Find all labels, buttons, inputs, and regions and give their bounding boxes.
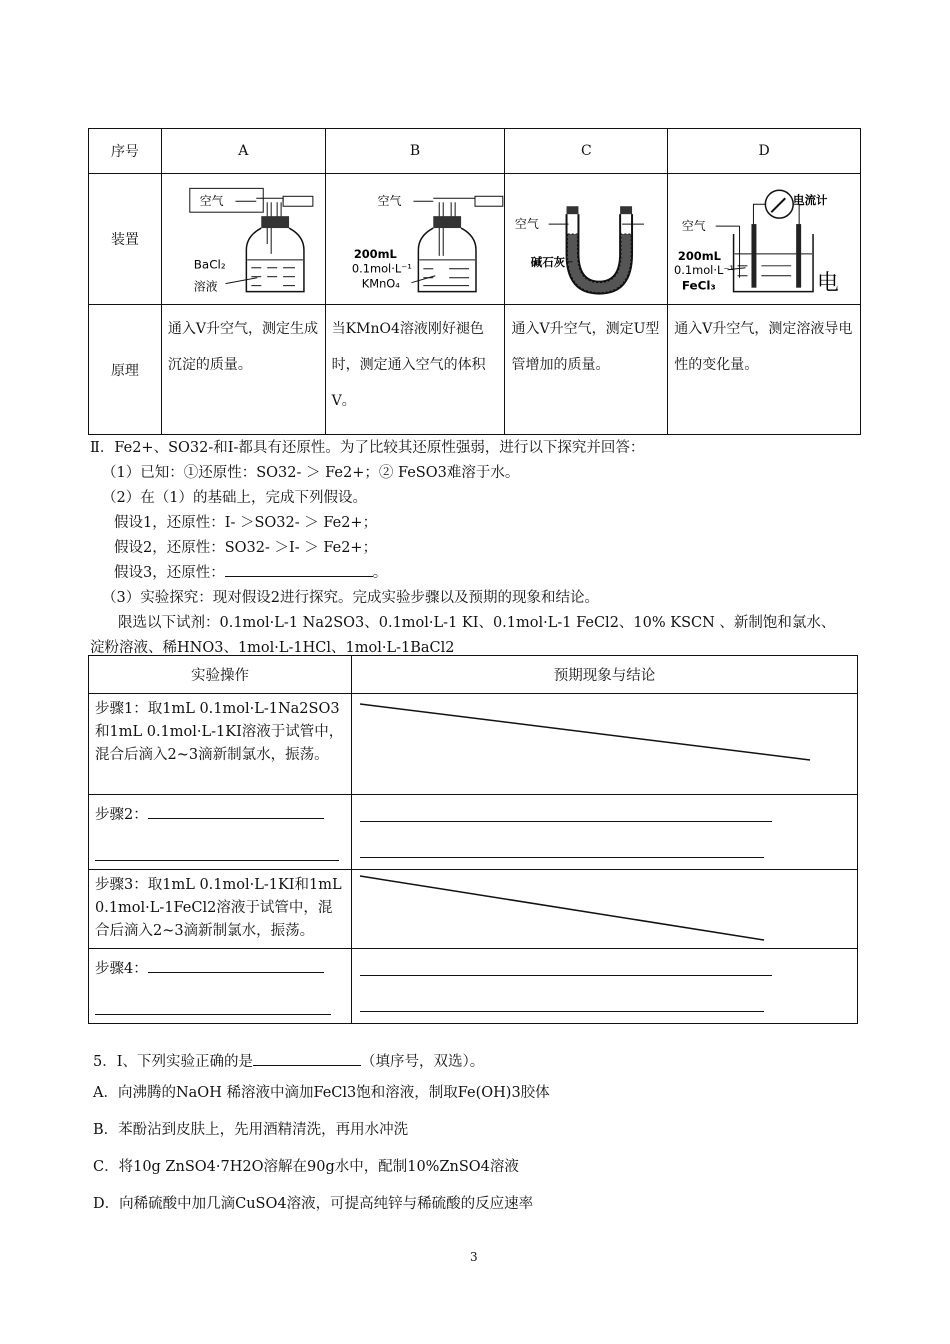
hypothesis-3-suffix: 。: [372, 565, 388, 581]
reagents-line-1: 限选以下试剂：0.1mol·L-1 Na2SO3、0.1mol·L-1 KI、0.1mol·L-1 FeCl2、10% KSCN 、新制饱和氯水、: [118, 615, 836, 631]
svg-text:FeCl₃: FeCl₃: [682, 278, 716, 293]
step-1-result: [352, 694, 858, 795]
step-4-result-blank-2[interactable]: [360, 997, 764, 1012]
step-4-result: [352, 949, 858, 1024]
step-2-result: [352, 795, 858, 870]
header-result: 预期现象与结论: [352, 656, 858, 694]
row-principle-label: 原理: [89, 305, 162, 435]
gas-bottle-bacl2-diagram: [162, 174, 325, 300]
header-label: 序号: [89, 129, 162, 174]
step-2-blank-2[interactable]: [95, 846, 339, 861]
hypothesis-3: [114, 561, 387, 582]
question-2: （2）在（1）的基础上，完成下列假设。: [102, 490, 367, 506]
gas-bottle-kmno4-diagram: [326, 174, 505, 300]
step-2-blank-1[interactable]: [148, 804, 324, 819]
option-a: A．向沸腾的NaOH 稀溶液中滴加FeCl3饱和溶液，制取Fe(OH)3胶体: [93, 1085, 550, 1101]
step-1-operation: 步骤1：取1mL 0.1mol·L-1Na2SO3和1mL 0.1mol·L-1KI溶液于试管中，混合后滴入2~3滴新制氯水，振荡。: [89, 694, 352, 795]
option-b: B．苯酚沾到皮肤上，先用酒精清洗，再用水冲洗: [93, 1122, 409, 1138]
step-3-result: [352, 870, 858, 949]
question-5-suffix: （填序号，双选）。: [360, 1054, 485, 1070]
step-2-label: 步骤2：: [95, 807, 148, 823]
u-tube-soda-lime-diagram: [505, 174, 667, 300]
principle-c: 通入V升空气，测定U型管增加的质量。: [505, 305, 668, 435]
svg-text:碱石灰: 碱石灰: [531, 254, 566, 269]
step-4-operation: [89, 949, 352, 1024]
page-number: 3: [470, 1250, 478, 1264]
question-5-prefix: 5．Ⅰ、下列实验正确的是: [93, 1054, 253, 1070]
hypothesis-1: 假设1，还原性：I- ＞SO32- ＞ Fe2+；: [114, 515, 378, 531]
option-d: D．向稀硫酸中加几滴CuSO4溶液，可提高纯锌与稀硫酸的反应速率: [93, 1196, 534, 1212]
svg-text:空气: 空气: [515, 217, 540, 232]
step-1-diagonal: [352, 694, 857, 794]
step-4-result-blank-1[interactable]: [360, 961, 772, 976]
question-5-stem: [93, 1050, 484, 1071]
svg-text:200mL: 200mL: [353, 246, 397, 261]
svg-text:空气: 空气: [682, 219, 706, 234]
svg-text:200mL: 200mL: [678, 248, 722, 263]
question-3: （3）实验探究：现对假设2进行探究。完成实验步骤以及预期的现象和结论。: [102, 590, 599, 606]
experiment-table: [88, 655, 858, 1024]
svg-text:BaCl₂: BaCl₂: [193, 257, 226, 272]
apparatus-c: [505, 174, 668, 305]
svg-text:电: 电: [817, 270, 840, 296]
svg-text:电流计: 电流计: [793, 193, 828, 208]
apparatus-a: [161, 174, 325, 305]
principle-d: 通入V升空气，测定溶液导电性的变化量。: [668, 305, 861, 435]
step-4-blank-1[interactable]: [148, 958, 324, 973]
conductivity-cell-diagram: [668, 174, 860, 300]
step-2-result-blank-1[interactable]: [360, 807, 772, 822]
step-3-operation: 步骤3：取1mL 0.1mol·L-1KI和1mL 0.1mol·L-1FeCl2溶液于试管中，混合后滴入2~3滴新制氯水，振荡。: [89, 870, 352, 949]
hypothesis-2: 假设2，还原性：SO32- ＞I- ＞ Fe2+；: [114, 540, 378, 556]
reagents-line-2: 淀粉溶液、稀HNO3、1mol·L-1HCl、1mol·L-1BaCl2: [90, 640, 455, 656]
apparatus-b: [325, 174, 505, 305]
principle-a: 通入V升空气，测定生成沉淀的质量。: [161, 305, 325, 435]
step-2-operation: [89, 795, 352, 870]
svg-text:KMnO₄: KMnO₄: [361, 276, 400, 291]
apparatus-d: [668, 174, 861, 305]
svg-text:空气: 空气: [377, 194, 402, 209]
header-c: C: [505, 129, 668, 174]
apparatus-table: [88, 128, 861, 435]
svg-text:溶液: 溶液: [193, 279, 218, 294]
step-3-diagonal: [352, 870, 857, 948]
known-condition: （1）已知：①还原性：SO32- ＞ Fe2+；② FeSO3难溶于水。: [102, 465, 520, 481]
step-4-label: 步骤4：: [95, 961, 148, 977]
header-d: D: [668, 129, 861, 174]
svg-text:0.1mol·L⁻¹: 0.1mol·L⁻¹: [674, 262, 735, 277]
hypothesis-3-prefix: 假设3，还原性：: [114, 565, 225, 581]
principle-b: 当KMnO4溶液刚好褪色时，测定通入空气的体积V。: [325, 305, 505, 435]
step-4-blank-2[interactable]: [95, 1000, 331, 1015]
step-2-result-blank-2[interactable]: [360, 843, 764, 858]
svg-text:0.1mol·L⁻¹: 0.1mol·L⁻¹: [351, 261, 412, 276]
option-c: C．将10g ZnSO4·7H2O溶解在90g水中，配制10%ZnSO4溶液: [93, 1159, 519, 1175]
header-operation: 实验操作: [89, 656, 352, 694]
hypothesis-3-blank[interactable]: [225, 562, 373, 577]
header-a: A: [161, 129, 325, 174]
question-5-answer-blank[interactable]: [253, 1051, 361, 1066]
section2-intro: Ⅱ．Fe2+、SO32-和I-都具有还原性。为了比较其还原性强弱，进行以下探究并回答：: [90, 440, 645, 456]
row-apparatus-label: 装置: [89, 174, 162, 305]
header-b: B: [325, 129, 505, 174]
svg-text:空气: 空气: [199, 194, 224, 209]
